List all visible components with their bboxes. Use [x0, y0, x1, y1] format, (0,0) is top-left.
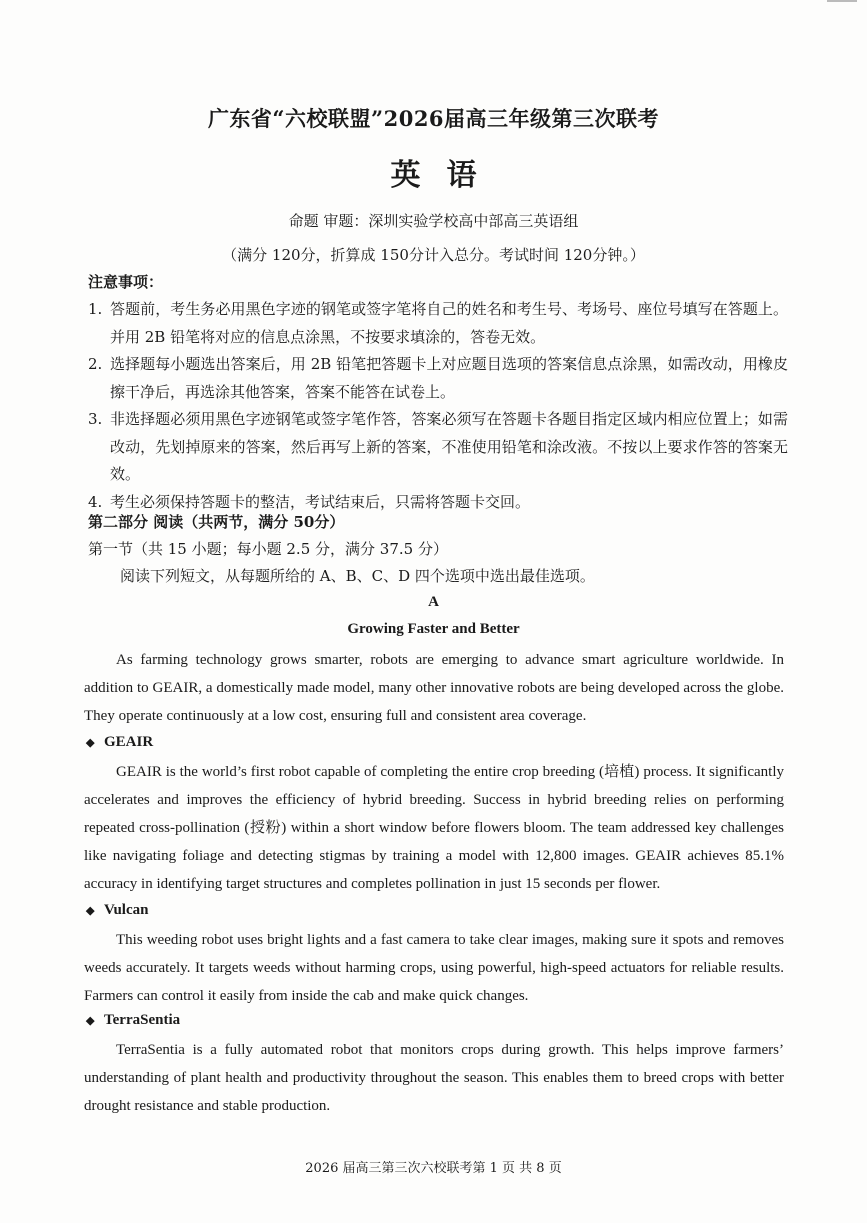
- notice-text: 选择题每小题选出答案后，用 2B 铅笔把答题卡上对应题目选项的答案信息点涂黑，如需改动，用橡皮擦干净后，再选涂其他答案，答案不能答在试卷上。: [110, 355, 788, 401]
- notice-number: 3.: [88, 410, 103, 428]
- robot-description-terrasentia: TerraSentia is a fully automated robot that monitors crops during growth. This helps improve farmers’ understanding of plant health and productivity throughout the season. This enables them to breed crops with better drought resistance and stable production.: [84, 1042, 784, 1114]
- diamond-bullet-icon: ◆: [86, 905, 95, 917]
- robot-name: Vulcan: [104, 902, 149, 918]
- robot-description-vulcan: This weeding robot uses bright lights and a fast camera to take clear images, making sure it spots and removes weeds accurately. It targets weeds without harming crops, using powerful, high-speed actuators for reliable results. Farmers can control it easily from inside the cab and make quick changes.: [84, 932, 784, 1004]
- notice-list: [88, 296, 788, 516]
- setters-line: 命题 审题：深圳实验学校高中部高三英语组: [288, 212, 579, 230]
- notice-number: 4.: [88, 492, 103, 511]
- diamond-bullet-icon: ◆: [86, 737, 95, 749]
- notice-number: 1.: [88, 300, 103, 318]
- notice-text: 非选择题必须用黑色字迹钢笔或签字笔作答，答案必须写在答题卡各题目指定区域内相应位置上；如需改动，先划掉原来的答案，然后再写上新的答案，不准使用铅笔和涂改液。不按以上要求作答的答案无效。: [110, 410, 788, 483]
- diamond-bullet-icon: ◆: [86, 1015, 95, 1027]
- page-footer: 2026 届高三第三次六校联考第 1 页 共 8 页: [305, 1161, 562, 1176]
- notice-heading: 注意事项：: [88, 273, 164, 291]
- notice-text: 答题前，考生务必用黑色字迹的钢笔或签字笔将自己的姓名和考生号、考场号、座位号填写在答题上。并用 2B 铅笔将对应的信息点涂黑，不按要求填涂的，答卷无效。: [110, 300, 788, 346]
- notice-number: 2.: [88, 355, 103, 373]
- robot-name: TerraSentia: [104, 1012, 181, 1028]
- notice-text: 考生必须保持答题卡的整洁，考试结束后，只需将答题卡交回。: [110, 492, 531, 511]
- passage-title: Growing Faster and Better: [347, 621, 520, 637]
- robot-description-geair: GEAIR is the world’s first robot capable of completing the entire crop breeding (培植) process. It significantly accelerates and improves the efficiency of hybrid breeding. Success in hybrid breeding relies on performing repeated cross-pollination (授粉) within a short window before flowers bloom. The team addressed key challenges like navigating foliage and detecting stigmas by training a model with 12,800 images. GEAIR achieves 85.1% accuracy in identifying target structures and completes pollination in just 15 seconds per flower.: [84, 764, 784, 892]
- notice-item: [88, 296, 788, 351]
- scan-corner-mark: [827, 0, 857, 2]
- part-heading: 第二部分 阅读（共两节，满分 50分）: [88, 513, 345, 531]
- notice-item: [88, 406, 788, 489]
- passage-intro: As farming technology grows smarter, robots are emerging to advance smart agriculture worldwide. In addition to GEAIR, a domestically made model, many other innovative robots are being developed across the globe. They operate continuously at a low cost, ensuring full and consistent area coverage.: [84, 652, 784, 724]
- subject-title: 英语: [390, 158, 503, 193]
- reading-instruction: 阅读下列短文，从每题所给的 A、B、C、D 四个选项中选出最佳选项。: [120, 567, 595, 585]
- passage-letter: A: [428, 594, 439, 610]
- robot-heading-terrasentia: [86, 1012, 180, 1029]
- notice-item: [88, 351, 788, 406]
- robot-heading-vulcan: [86, 902, 148, 919]
- exam-title: 广东省“六校联盟”2026届高三年级第三次联考: [207, 106, 660, 131]
- robot-heading-geair: [86, 734, 153, 751]
- scoring-line: （满分 120分，折算成 150分计入总分。考试时间 120分钟。）: [222, 246, 645, 264]
- section-heading: 第一节（共 15 小题；每小题 2.5 分，满分 37.5 分）: [88, 540, 448, 558]
- robot-name: GEAIR: [104, 734, 154, 750]
